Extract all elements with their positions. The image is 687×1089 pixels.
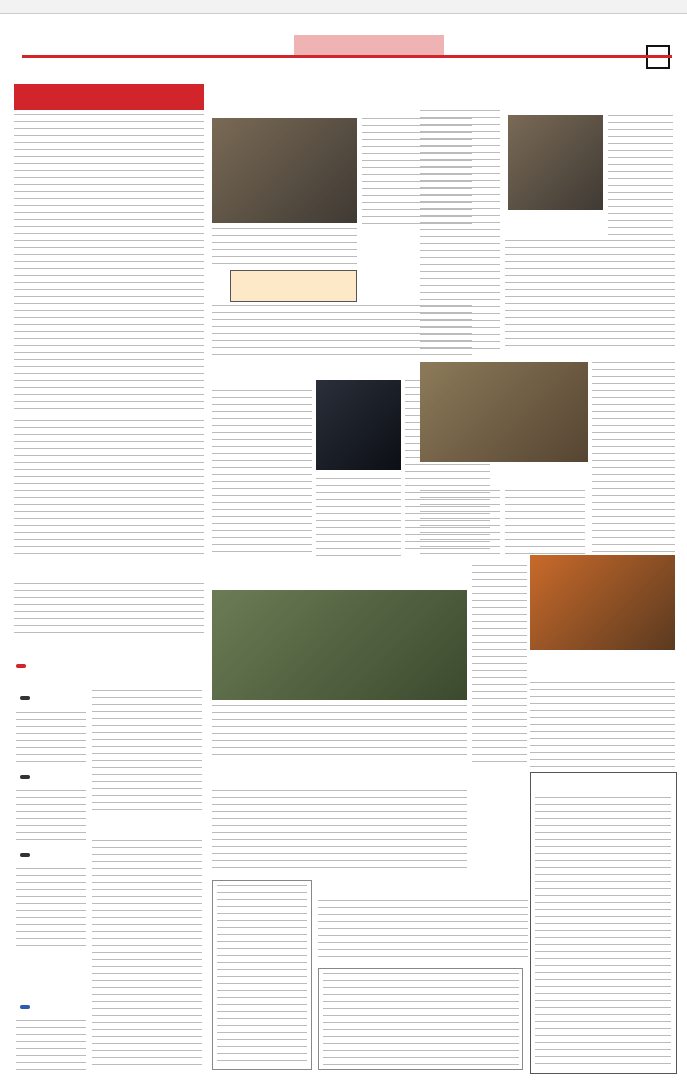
story-body	[92, 840, 202, 1070]
classified-text	[16, 790, 86, 845]
highlight-box	[230, 270, 357, 302]
story-body	[212, 705, 467, 755]
mandi-title	[14, 84, 204, 110]
masthead	[14, 17, 674, 72]
story-body	[316, 478, 401, 558]
classified-tag	[16, 664, 26, 668]
story-photo	[316, 380, 401, 470]
notice-ad	[212, 880, 312, 1070]
story-photo	[212, 590, 467, 700]
story-body	[530, 682, 675, 767]
mandi-rates-text	[14, 114, 204, 414]
public-notice	[530, 772, 677, 1074]
notice-body	[535, 797, 671, 1067]
story-body	[505, 490, 585, 555]
business-tag	[20, 853, 30, 857]
mandi-rates-more	[14, 420, 204, 560]
story-body	[212, 228, 357, 270]
section-title	[294, 35, 444, 57]
story-photo	[530, 555, 675, 650]
classified-text	[16, 868, 86, 948]
story-photo	[420, 362, 588, 462]
story-body	[212, 790, 467, 870]
ad-text	[217, 885, 307, 1065]
matrimonial-tag	[20, 696, 30, 700]
story-body	[212, 390, 312, 555]
classified-text	[16, 1020, 86, 1070]
masthead-rule	[22, 55, 672, 58]
classified-text	[16, 712, 86, 767]
property-tag	[20, 1005, 30, 1009]
story-photo	[508, 115, 603, 210]
story-body	[592, 362, 675, 552]
story-body	[14, 583, 204, 638]
story-body	[505, 240, 675, 350]
story-body	[92, 690, 202, 810]
story-body	[318, 900, 528, 960]
story-body	[420, 490, 500, 555]
story-body	[472, 565, 527, 765]
story-body	[608, 115, 673, 235]
lead-photo	[212, 118, 357, 223]
story-body	[420, 110, 500, 355]
tender-notice	[318, 968, 523, 1070]
name-change-tag	[20, 775, 30, 779]
print-strip	[0, 0, 687, 14]
tender-text	[323, 973, 519, 1065]
